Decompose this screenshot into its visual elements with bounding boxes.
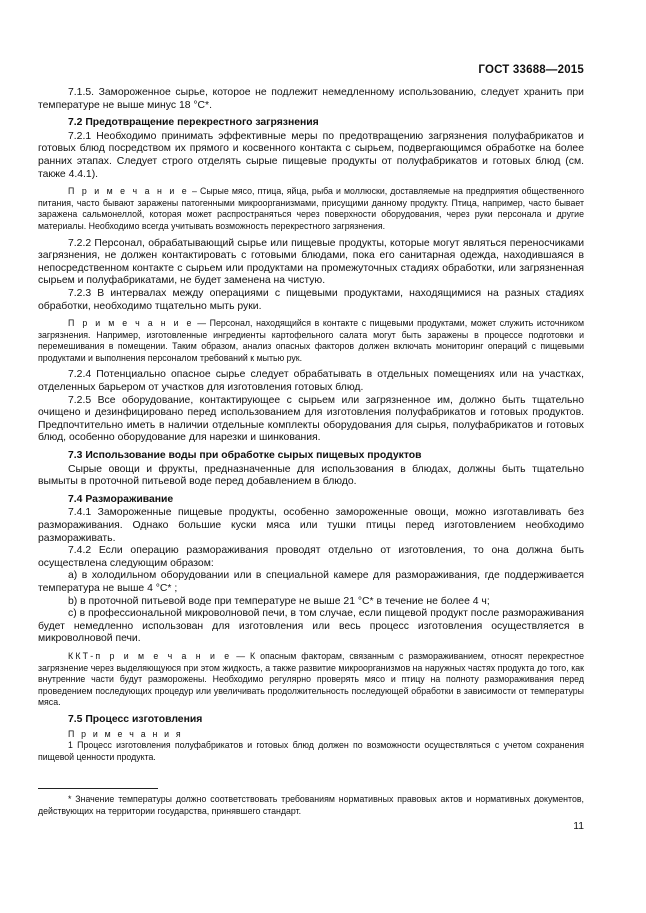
footnote: * Значение температуры должно соответствовать требованиям нормативных правовых актов и нормативных документов, действующих на территории государства, принявшего стандарт.	[38, 794, 584, 816]
list-item-a: a) в холодильном оборудовании или в специальной камере для размораживания, где поддерживается температура не выше 4 °С* ;	[38, 570, 584, 594]
note-haccp	[38, 651, 584, 709]
standard-id: ГОСТ 33688—2015	[478, 64, 584, 76]
paragraph-7-2-5: 7.2.5 Все оборудование, контактирующее с сырьем или загрязненное им, должно быть тщательно очищено и дезинфицировано перед использованием для изготовления полуфабрикатов и готовых продуктов. Предпочтительно иметь в наличии отдельные комплекты оборудования для сырья, полуфабрикатов и готовых блюд, особенно оборудование для нарезки и шинкования.	[38, 394, 584, 444]
paragraph-7-2-4: 7.2.4 Потенциально опасное сырье следует обрабатывать в отдельных помещениях или на участках, отделенных барьером от участков для изготовления готовых блюд.	[38, 369, 584, 394]
heading-7-2: 7.2 Предотвращение перекрестного загрязнения	[68, 117, 319, 129]
list-item-c: c) в профессиональной микроволновой печи, в том случае, если пищевой продукт после размораживания будет немедленно использован для изготовления или весь процесс изготовления осуществляется в микроволновой печи.	[38, 608, 584, 645]
paragraph-7-4-2: 7.4.2 Если операцию размораживания проводят отдельно от изготовления, то она должна быть осуществлена следующим образом:	[38, 545, 584, 569]
page-number: 11	[573, 821, 584, 832]
paragraph-7-2-2: 7.2.2 Персонал, обрабатывающий сырье или пищевые продукты, которые могут являться переносчиками загрязнения, не должен контактировать с готовыми блюдами, пока его санитарная одежда, находившаяся в непосредственном контакте с сырьем или продуктами на промежуточных стадиях обработки, или загрязненная сырьем и полуфабрикатами, не будет заменена на чистую.	[38, 237, 584, 287]
paragraph-7-1-5: 7.1.5. Замороженное сырье, которое не подлежит немедленному использованию, следует хранить при температуре не выше минус 18 °С*.	[38, 87, 584, 111]
paragraph-7-4-1: 7.4.1 Замороженные пищевые продукты, особенно замороженные овощи, можно изготавливать без размораживания. Однако большие куски мяса или тушки птицы перед изготовлением необходимо размораживать.	[38, 507, 584, 544]
notes-label: П р и м е ч а н и я	[68, 728, 183, 739]
heading-7-3: 7.3 Использование воды при обработке сырых пищевых продуктов	[68, 450, 422, 462]
note-text: – Сырые мясо, птица, яйца, рыба и моллюски, доставляемые на предприятия общественного питания, часто бывают заражены патогенными микроорганизмами, присущими данному продукту. Птица, например, часто бывает заражена сальмонеллой, которая может распространяться через поверхности оборудования, через руки персонала и другие материалы. Необходимо всегда учитывать возможность перекрестного загрязнения.	[38, 186, 584, 231]
heading-7-4: 7.4 Размораживание	[68, 493, 174, 505]
paragraph-7-2-3: 7.2.3 В интервалах между операциями с пищевыми продуктами, находящимися на разных стадиях обработки, необходимо тщательно мыть руки.	[38, 287, 584, 312]
list-item-b: b) в проточной питьевой воде при температуре не выше 21 °С* в течение не более 4 ч;	[68, 595, 490, 607]
paragraph-7-3: Сырые овощи и фрукты, предназначенные для использования в блюдах, должны быть тщательно вымыты в проточной питьевой воде перед добавлением в блюдо.	[38, 463, 584, 488]
notes-title	[38, 729, 584, 741]
note-text: — Персонал, находящийся в контакте с пищевыми продуктами, может служить источником загрязнения. Например, изготовленные ингредиенты картофельного салата могут быть заражены в процессе подготовки и перемешивания в помещении. Таким образом, анализ опасных факторов должен включать мониторинг операций с пищевыми продуктами и выполнения персоналом требований к мытью рук.	[38, 318, 585, 363]
footnote-divider	[38, 788, 158, 789]
note-label: ККТ-п р и м е ч а н и е	[68, 650, 232, 661]
note-7-5-1: 1 Процесс изготовления полуфабрикатов и готовых блюд должен по возможности осуществляться с учетом сохранения пищевой ценности продукта.	[38, 740, 584, 762]
note-7-2-1	[38, 186, 584, 232]
note-text: — К опасным факторам, связанным с размораживанием, относят перекрестное загрязнение через выделяющуюся при этом жидкость, а также развитие микроорганизмов на наружных частях продукта до того, как внутренние части будут разморожены. Необходимо регулярно проверять мясо и птицу на полноту размораживания перед проведением последующих процедур или увеличивать продолжительность последующей обработки в зависимости от температуры мяса.	[38, 650, 584, 708]
main-text	[38, 87, 584, 768]
note-label: П р и м е ч а н и е	[68, 186, 189, 197]
note-label: П р и м е ч а н и е	[68, 318, 194, 329]
heading-7-5: 7.5 Процесс изготовления	[68, 713, 203, 725]
note-7-2-3	[38, 318, 584, 364]
paragraph-7-2-1: 7.2.1 Необходимо принимать эффективные меры по предотвращению загрязнения полуфабрикатов и готовых блюд посредством их прямого и косвенного контакта с сырьем, подвергающимся обработке на более ранних этапах. Следует строго отделять сырые пищевые продукты от полуфабрикатов и готовых блюд (см. также 4.4.1).	[38, 130, 584, 180]
